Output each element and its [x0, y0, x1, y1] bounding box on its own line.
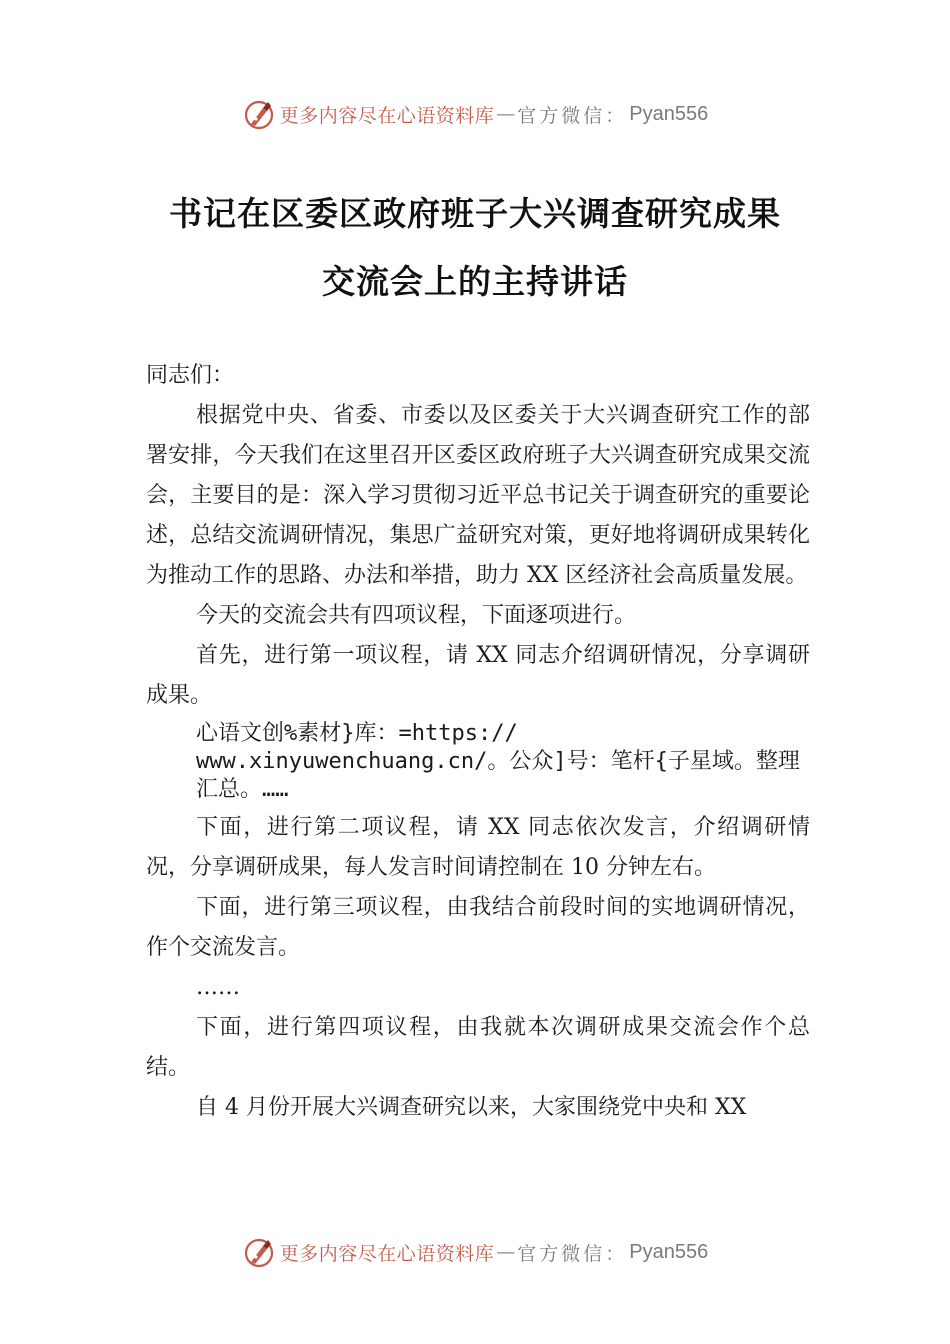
- paragraph-5: 下面，进行第三项议程，由我结合前段时间的实地调研情况，作个交流发言。: [146, 895, 810, 960]
- ellipsis-line: ……: [196, 975, 240, 1000]
- paragraph-2: 今天的交流会共有四项议程，下面逐项进行。: [196, 603, 637, 628]
- document-body: [146, 356, 810, 1128]
- banner-dash: —: [496, 103, 516, 125]
- greeting: 同志们：: [146, 363, 235, 388]
- pen-nib-logo-icon: [242, 1235, 276, 1269]
- banner-promo-text: 更多内容尽在心语资料库: [279, 1242, 495, 1265]
- banner-wechat-label: 官方微信：: [517, 1242, 628, 1265]
- paragraph-1: 根据党中央、省委、市委以及区委关于大兴调查研究工作的部署安排，今天我们在这里召开区委区政府班子大兴调查研究成果交流会，主要目的是：深入学习贯彻习近平总书记关于调查研究的重要论述，总结交流调研情况，集思广益研究对策，更好地将调研成果转化为推动工作的思路、办法和举措，助力 XX 区经济社会高质量发展。: [146, 403, 810, 588]
- embedded-source-note: [196, 720, 896, 804]
- paragraph-4: 下面，进行第二项议程，请 XX 同志依次发言，介绍调研情况，分享调研成果，每人发言时间请控制在 10 分钟左右。: [146, 815, 810, 880]
- paragraph-6: 下面，进行第四项议程，由我就本次调研成果交流会作个总结。: [146, 1015, 810, 1080]
- header-watermark-banner: [0, 94, 950, 134]
- banner-wechat-id: Pyan556: [629, 1240, 709, 1263]
- footer-watermark-banner: [0, 1232, 950, 1272]
- banner-wechat-id: Pyan556: [629, 102, 709, 125]
- document-title-line-1: 书记在区委区政府班子大兴调查研究成果: [169, 194, 781, 233]
- source-note-line-1: 心语文创%素材}库：=https://: [196, 721, 518, 746]
- source-note-line-3: 汇总。……: [196, 777, 289, 802]
- banner-wechat-label: 官方微信：: [517, 104, 628, 127]
- pen-nib-logo-icon: [242, 97, 276, 131]
- banner-dash: —: [496, 1241, 516, 1263]
- source-note-line-2: www.xinyuwenchuang.cn/。公众]号：笔杆{子星域。整理: [196, 749, 800, 774]
- document-title-line-2: 交流会上的主持讲话: [322, 262, 628, 301]
- banner-promo-text: 更多内容尽在心语资料库: [279, 104, 495, 127]
- paragraph-7: 自 4 月份开展大兴调查研究以来，大家围绕党中央和 XX: [196, 1095, 747, 1120]
- paragraph-3: 首先，进行第一项议程，请 XX 同志介绍调研情况，分享调研成果。: [146, 643, 810, 708]
